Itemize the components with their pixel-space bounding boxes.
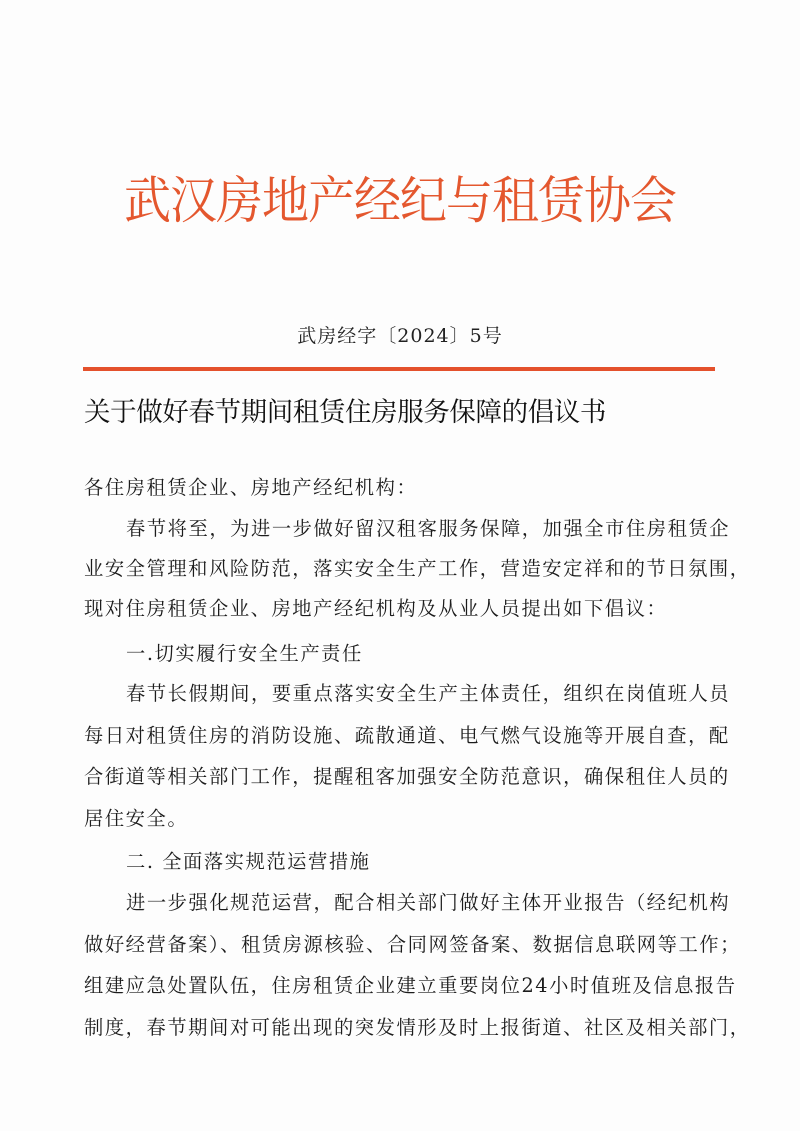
section-heading-1: 一.切实履行安全生产责任 bbox=[126, 642, 363, 665]
paragraph-line: 组建应急处置队伍，住房租赁企业建立重要岗位24小时值班及信息报告 bbox=[84, 974, 737, 997]
red-divider-rule bbox=[83, 367, 715, 371]
document-title: 关于做好春节期间租赁住房服务保障的倡议书 bbox=[84, 397, 606, 428]
organization-header: 武汉房地产经纪与租赁协会 bbox=[124, 171, 676, 232]
paragraph-line: 现对住房租赁企业、房地产经纪机构及从业人员提出如下倡议： bbox=[84, 597, 668, 620]
paragraph-line: 居住安全。 bbox=[84, 807, 189, 830]
paragraph-line: 进一步强化规范运营，配合相关部门做好主体开业报告（经纪机构 bbox=[126, 891, 731, 914]
paragraph-line: 春节将至，为进一步做好留汉租客服务保障，加强全市住房租赁企 bbox=[126, 517, 731, 540]
paragraph-line: 合街道等相关部门工作，提醒租客加强安全防范意识，确保租住人员的 bbox=[84, 765, 730, 788]
document-number: 武房经字〔2024〕5号 bbox=[297, 325, 503, 347]
paragraph-line: 业安全管理和风险防范，落实安全生产工作，营造安定祥和的节日氛围， bbox=[84, 557, 751, 580]
paragraph-line: 做好经营备案）、租赁房源核验、合同网签备案、数据信息联网等工作； bbox=[84, 933, 741, 956]
section-heading-2: 二. 全面落实规范运营措施 bbox=[126, 850, 371, 873]
paragraph-line: 春节长假期间，要重点落实安全生产主体责任，组织在岗值班人员 bbox=[126, 682, 731, 705]
salutation: 各住房租赁企业、房地产经纪机构： bbox=[84, 476, 418, 499]
paragraph-line: 每日对租赁住房的消防设施、疏散通道、电气燃气设施等开展自查，配 bbox=[84, 724, 730, 747]
paragraph-line: 制度，春节期间对可能出现的突发情形及时上报街道、社区及相关部门， bbox=[84, 1016, 751, 1039]
